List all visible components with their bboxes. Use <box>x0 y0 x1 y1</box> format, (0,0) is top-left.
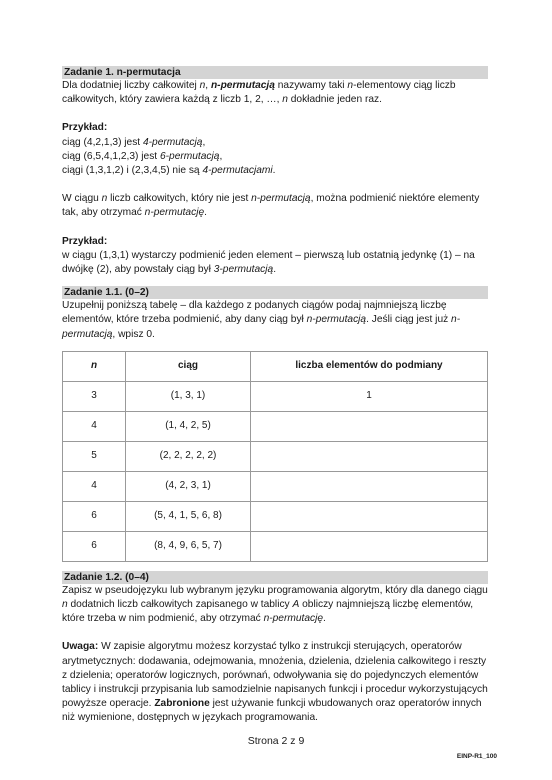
text: , <box>202 136 206 148</box>
text: 3-permutacją <box>213 264 274 276</box>
cell-sequence: (1, 3, 1) <box>126 381 251 411</box>
header-n <box>63 351 126 381</box>
task11-intro <box>62 299 488 342</box>
cell-sequence: (4, 2, 3, 1) <box>126 471 251 501</box>
cell-answer[interactable] <box>251 441 488 471</box>
text: ciągi (1,3,1,2) i (2,3,4,5) nie są <box>62 165 203 177</box>
text: nazywamy taki <box>274 80 348 91</box>
text: 6-permutacją <box>159 150 220 162</box>
text: n <box>347 80 354 91</box>
text: n-permutacją <box>62 314 461 340</box>
table-row <box>63 441 488 471</box>
example2-text <box>62 249 488 277</box>
header-sequence: ciąg <box>126 351 251 381</box>
text: W ciągu <box>62 193 102 205</box>
term: n-permutacją <box>210 80 275 91</box>
text: -elementowy ciąg liczb całkowitych, który zawiera każdą z liczb 1, 2, …, <box>62 80 456 106</box>
text: n <box>282 94 288 106</box>
cell-n: 3 <box>63 381 126 411</box>
cell-answer[interactable] <box>251 471 488 501</box>
example2-title <box>62 235 488 249</box>
cell-n: 4 <box>63 411 126 441</box>
cell-sequence: (5, 4, 1, 5, 6, 8) <box>126 501 251 531</box>
text: . Jeśli ciąg jest już <box>366 314 452 326</box>
text: w ciągu (1,3,1) wystarczy podmienić jeden element – pierwszą lub ostatnią jedynkę (1) – na dwójkę (2), aby powstały ciąg był <box>62 249 475 276</box>
page-number: Strona 2 z 9 <box>247 735 305 747</box>
cell-answer[interactable] <box>251 531 488 561</box>
text: n <box>199 80 206 91</box>
text: Zabronione <box>154 698 210 710</box>
text: dodatnich liczb całkowitych zapisanego w tablicy <box>67 599 293 611</box>
text: Przykład: <box>62 122 108 134</box>
text: . <box>272 165 276 177</box>
cell-n: 4 <box>63 471 126 501</box>
text: ciąg (4,2,1,3) jest <box>62 136 143 148</box>
task1-title: Zadanie 1. n-permutacja <box>62 66 488 79</box>
text: Dla dodatniej liczby całkowitej <box>62 80 200 91</box>
text: n <box>62 599 68 611</box>
text: Uwaga: <box>62 641 99 653</box>
task12-title: Zadanie 1.2. (0–4) <box>62 571 488 584</box>
document-code: EINP-R1_100 <box>456 753 497 760</box>
cell-n: 6 <box>63 531 126 561</box>
cell-n: 5 <box>63 441 126 471</box>
table-row <box>63 411 488 441</box>
header-count: liczba elementów do podmiany <box>251 351 488 381</box>
text: obliczy najmniejszą liczbę elementów, które trzeba w nim podmienić, aby otrzymać <box>62 599 474 625</box>
table-row <box>63 531 488 561</box>
task1-definition <box>62 79 488 107</box>
text: Zapisz w pseudojęzyku lub wybranym języku programowania algorytm, który dla danego ciągu <box>62 584 488 596</box>
example-line <box>62 150 488 164</box>
table-header-row <box>63 351 488 381</box>
text: ciąg (6,5,4,1,2,3) jest <box>62 150 160 162</box>
cell-sequence: (1, 4, 2, 5) <box>126 411 251 441</box>
text: . <box>204 207 207 219</box>
text: , można podmienić niektóre elementy tak, aby otrzymać <box>62 193 480 219</box>
answer-table <box>62 351 488 562</box>
text: dokładnie jeden raz. <box>287 94 382 106</box>
text: n <box>90 360 98 372</box>
text: . <box>273 264 277 276</box>
cell-answer[interactable]: 1 <box>251 381 488 411</box>
cell-n: 6 <box>63 501 126 531</box>
text: , <box>219 150 223 162</box>
text: n-permutacją <box>306 314 367 326</box>
task11-title: Zadanie 1.1. (0–2) <box>62 286 488 299</box>
example-line <box>62 136 488 150</box>
text: Przykład: <box>62 235 108 247</box>
cell-sequence: (8, 4, 9, 6, 5, 7) <box>126 531 251 561</box>
text: . <box>323 613 326 625</box>
table-row <box>63 501 488 531</box>
text: n-permutację <box>144 207 205 219</box>
cell-answer[interactable] <box>251 411 488 441</box>
text: jest używanie funkcji wbudowanych oraz operatorów innych niż wymienione, dostępnych w językach programowania. <box>62 698 482 724</box>
text: n <box>101 193 108 205</box>
task12-text <box>62 584 488 627</box>
example-line <box>62 164 488 178</box>
page-content <box>62 66 488 726</box>
cell-sequence: (2, 2, 2, 2, 2) <box>126 441 251 471</box>
text: n-permutacją <box>251 193 311 205</box>
task1-paragraph <box>62 192 488 220</box>
text: , wpisz 0. <box>112 328 155 340</box>
text: A <box>292 599 300 611</box>
text: , <box>205 80 211 91</box>
text: 4-permutacją <box>142 136 203 148</box>
text: n-permutację <box>263 613 324 625</box>
text: liczb całkowitych, który nie jest <box>107 193 252 205</box>
text: Uzupełnij poniższą tabelę – dla każdego z podanych ciągów podaj najmniejszą liczbę elementów, które trzeba podmienić, aby dany ciąg był <box>62 300 447 326</box>
task12-note <box>62 640 488 725</box>
example-title <box>62 121 488 135</box>
text: W zapisie algorytmu możesz korzystać tylko z instrukcji sterujących, operatorów arytmetycznych: dodawania, odejmowania, mnożenia, dzielenia, dzielenia całkowitego i reszty z dzielenia; operatorów logicznych, porównań, odwoływania się do pojedynczych elementów tablicy i instrukcji przypisania lub samodzielnie napisanych funkcji i procedur wykorzystujących powyższe operacje. <box>62 641 488 710</box>
table-row <box>63 471 488 501</box>
text: 4-permutacjami <box>202 165 273 177</box>
cell-answer[interactable] <box>251 501 488 531</box>
table-row <box>63 381 488 411</box>
